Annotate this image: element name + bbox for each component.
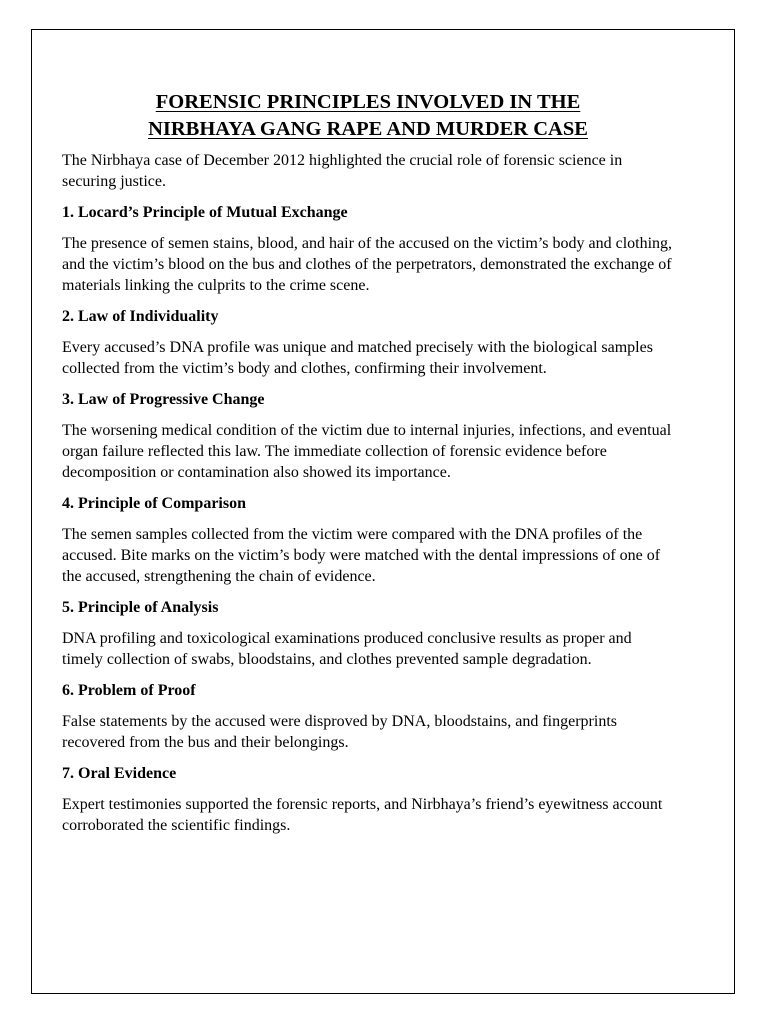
section-body: The worsening medical condition of the victim due to internal injuries, infections, and eventual organ failure reflected this law. The immediate collection of forensic evidence before decomposition or contamination also showed its importance. [62, 422, 672, 481]
section-heading: 3. Law of Progressive Change [62, 391, 265, 408]
section-body: The presence of semen stains, blood, and hair of the accused on the victim’s body and clothing, and the victim’s blood on the bus and clothes of the perpetrators, demonstrated the exchange of materials linking the culprits to the crime scene. [62, 235, 673, 294]
section-body: DNA profiling and toxicological examinations produced conclusive results as proper and timely collection of swabs, bloodstains, and clothes prevented sample degradation. [62, 630, 632, 668]
document-content [62, 89, 674, 846]
document-title [62, 89, 674, 143]
section-body: False statements by the accused were disproved by DNA, bloodstains, and fingerprints recovered from the bus and their belongings. [62, 713, 617, 751]
document-title-line-1: FORENSIC PRINCIPLES INVOLVED IN THE [155, 91, 581, 113]
section-heading: 1. Locard’s Principle of Mutual Exchange [62, 204, 348, 221]
section-law-of-individuality [62, 306, 674, 379]
section-heading: 5. Principle of Analysis [62, 599, 219, 616]
section-principle-of-analysis [62, 597, 674, 670]
section-heading: 2. Law of Individuality [62, 308, 219, 325]
section-body: Expert testimonies supported the forensic reports, and Nirbhaya’s friend’s eyewitness account corroborated the scientific findings. [62, 796, 663, 834]
section-principle-of-comparison [62, 493, 674, 587]
section-body: Every accused’s DNA profile was unique and matched precisely with the biological samples collected from the victim’s body and clothes, confirming their involvement. [62, 339, 653, 377]
section-body: The semen samples collected from the victim were compared with the DNA profiles of the accused. Bite marks on the victim’s body were matched with the dental impressions of one of the accused, strengthening the chain of evidence. [62, 526, 661, 585]
section-heading: 4. Principle of Comparison [62, 495, 246, 512]
section-heading: 6. Problem of Proof [62, 682, 196, 699]
section-problem-of-proof [62, 680, 674, 753]
section-oral-evidence [62, 763, 674, 836]
document-title-line-2: NIRBHAYA GANG RAPE AND MURDER CASE [148, 118, 588, 140]
section-locards-principle [62, 202, 674, 296]
section-law-of-progressive-change [62, 389, 674, 483]
intro-paragraph: The Nirbhaya case of December 2012 highlighted the crucial role of forensic science in securing justice. [62, 152, 623, 190]
section-heading: 7. Oral Evidence [62, 765, 177, 782]
